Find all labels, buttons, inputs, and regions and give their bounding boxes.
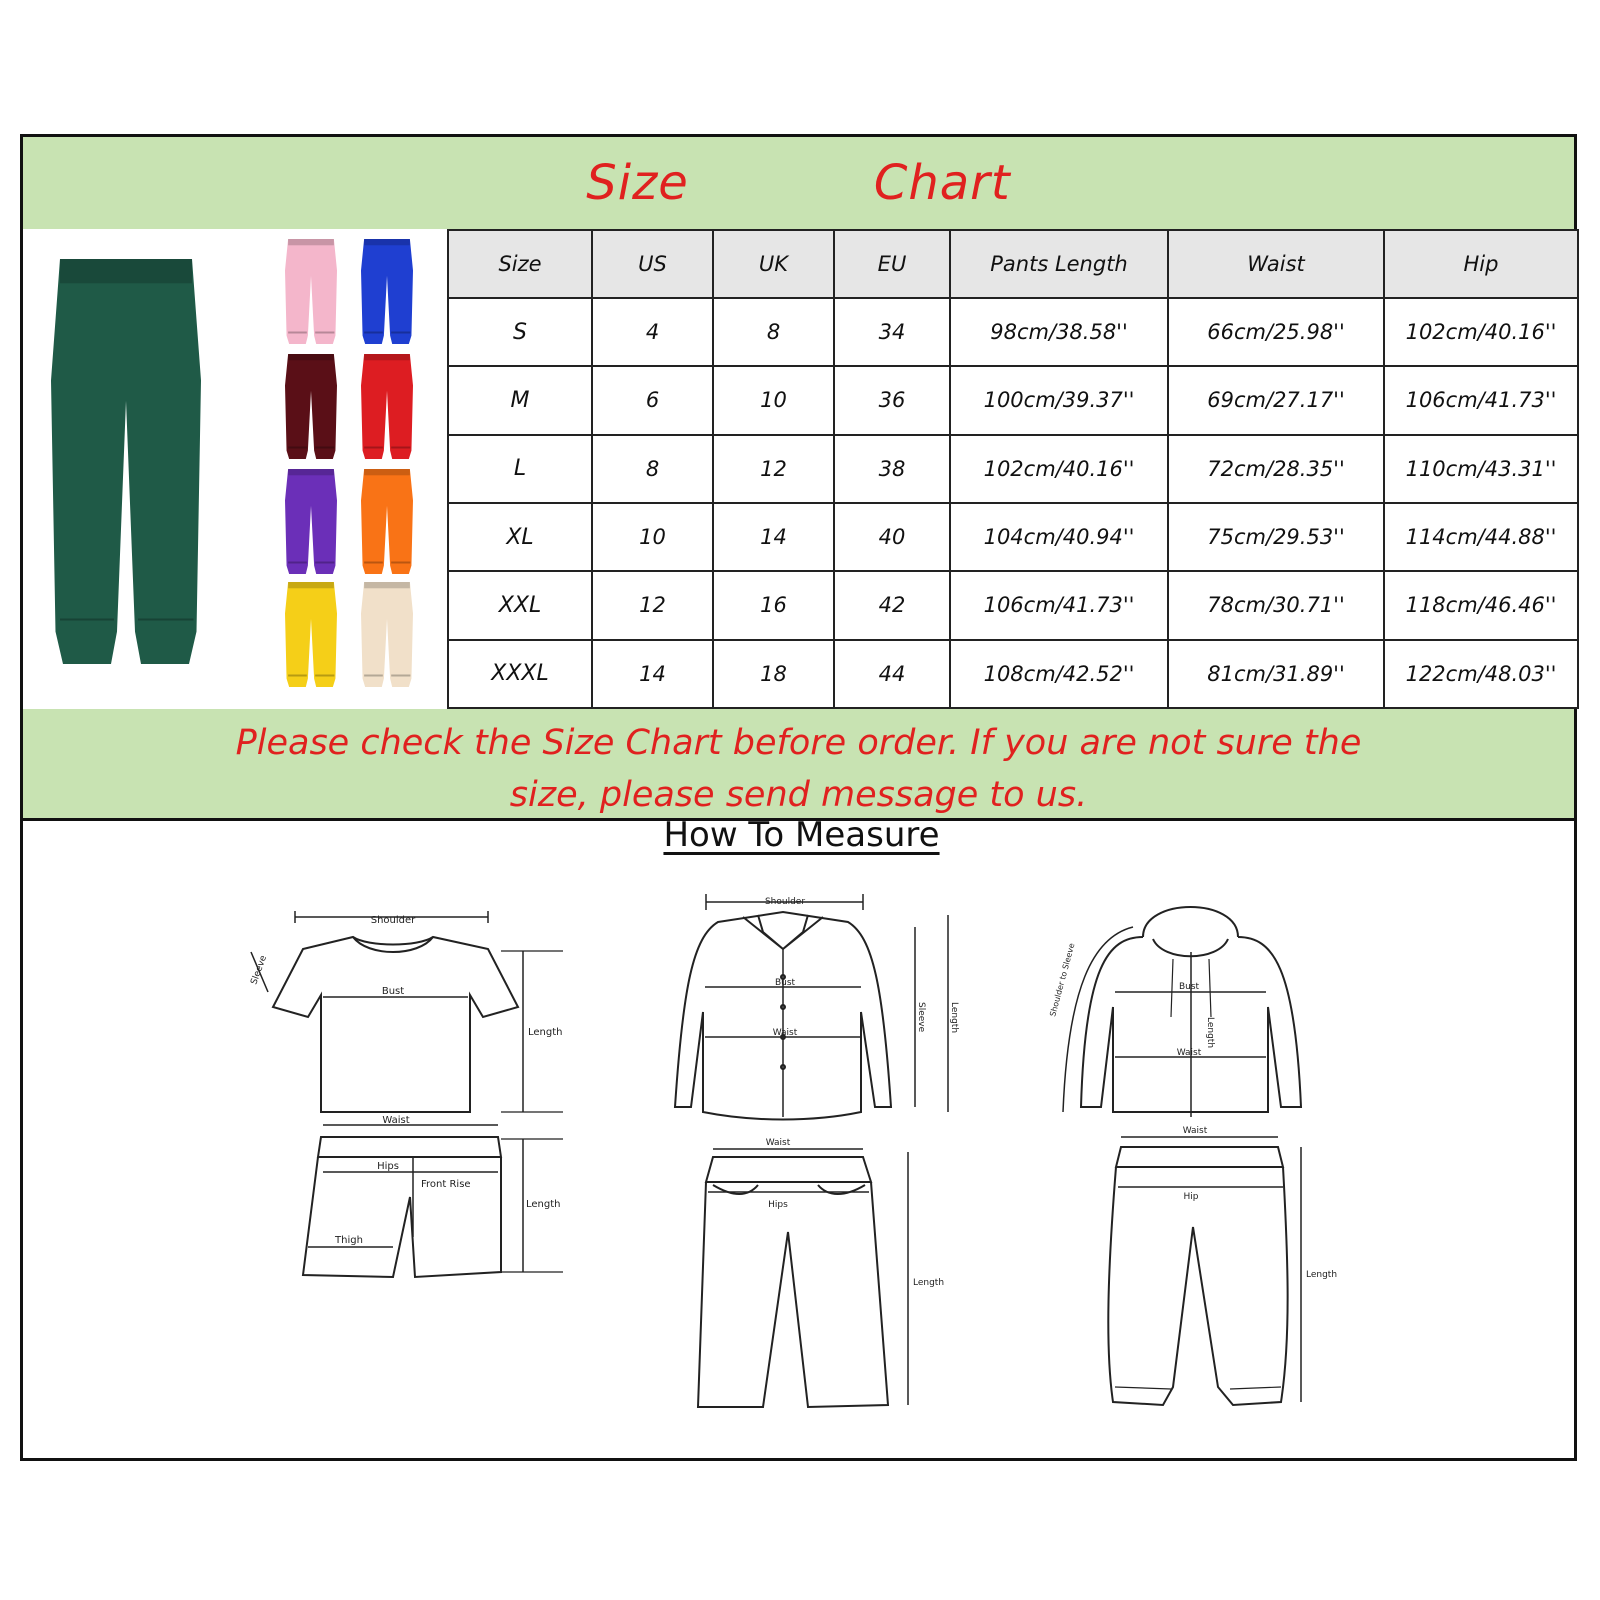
cell-waist: 66cm/25.98'' (1168, 298, 1384, 366)
color-swatch (361, 354, 413, 459)
shirt-length-label: Length (949, 1002, 959, 1034)
tshirt-diagram (249, 911, 563, 1112)
trousers-length-label: Length (913, 1278, 945, 1288)
cell-uk: 8 (713, 298, 834, 366)
joggers-waist-label: Waist (1182, 1126, 1208, 1136)
hoodie-length-label: Length (1205, 1017, 1215, 1049)
cell-pants-length: 104cm/40.94'' (950, 503, 1168, 571)
joggers-length-label: Length (1306, 1270, 1338, 1280)
cell-eu: 44 (834, 640, 950, 708)
table-row (448, 571, 1578, 639)
cell-uk: 18 (713, 640, 834, 708)
main-pants-shape (51, 259, 201, 664)
cell-us: 4 (592, 298, 713, 366)
order-notice (23, 709, 1574, 821)
cell-hip: 122cm/48.03'' (1384, 640, 1578, 708)
shorts-thigh-label: Thigh (335, 1235, 363, 1246)
shorts-length-label: Length (526, 1199, 561, 1210)
cell-size: S (448, 298, 592, 366)
shirt-diagram (675, 894, 959, 1120)
tshirt-length-label: Length (528, 1027, 563, 1038)
color-swatch (361, 582, 413, 687)
table-row (448, 366, 1578, 434)
table-row (448, 298, 1578, 366)
tshirt-bust-label: Bust (381, 986, 405, 997)
header-uk: UK (713, 230, 834, 298)
cell-eu: 34 (834, 298, 950, 366)
size-table (447, 229, 1579, 709)
cell-waist: 81cm/31.89'' (1168, 640, 1384, 708)
measurement-diagrams (23, 867, 1574, 1437)
notice-line-2: size, please send message to us. (509, 775, 1088, 815)
tshirt-sleeve-label: Sleeve (249, 954, 270, 987)
cell-us: 6 (592, 366, 713, 434)
shorts-waist-label: Waist (382, 1115, 410, 1126)
color-swatch (361, 239, 413, 344)
cell-us: 8 (592, 435, 713, 503)
size-chart-frame (20, 134, 1577, 1461)
cell-size: XXL (448, 571, 592, 639)
shirt-sleeve-label: Sleeve (916, 1002, 926, 1033)
cell-pants-length: 108cm/42.52'' (950, 640, 1168, 708)
cell-eu: 42 (834, 571, 950, 639)
main-pants-image (51, 259, 201, 664)
cell-us: 12 (592, 571, 713, 639)
cell-hip: 102cm/40.16'' (1384, 298, 1578, 366)
cell-pants-length: 100cm/39.37'' (950, 366, 1168, 434)
hoodie-diagram (1048, 907, 1301, 1117)
cell-size: XL (448, 503, 592, 571)
cell-size: XXXL (448, 640, 592, 708)
hoodie-bust-label: Bust (1178, 982, 1200, 992)
title-word-chart: Chart (873, 155, 1011, 211)
title-word-size: Size (586, 155, 689, 211)
cell-eu: 38 (834, 435, 950, 503)
shirt-waist-label: Waist (772, 1028, 798, 1038)
shirt-shoulder-label: Shoulder (764, 897, 806, 907)
cell-pants-length: 102cm/40.16'' (950, 435, 1168, 503)
cell-waist: 72cm/28.35'' (1168, 435, 1384, 503)
trousers-waist-label: Waist (765, 1138, 791, 1148)
shorts-front-rise-label: Front Rise (421, 1179, 471, 1190)
table-row (448, 640, 1578, 708)
header-size: Size (448, 230, 592, 298)
cell-hip: 118cm/46.46'' (1384, 571, 1578, 639)
product-images (23, 229, 447, 709)
table-row (448, 435, 1578, 503)
color-swatch (285, 239, 337, 344)
tshirt-shoulder-label: Shoulder (370, 915, 416, 926)
cell-hip: 114cm/44.88'' (1384, 503, 1578, 571)
joggers-hip-label: Hip (1183, 1192, 1199, 1202)
cell-us: 10 (592, 503, 713, 571)
title-bar (23, 137, 1574, 229)
table-row (448, 503, 1578, 571)
header-hip: Hip (1384, 230, 1578, 298)
cell-hip: 110cm/43.31'' (1384, 435, 1578, 503)
product-pants-illustration (23, 229, 447, 709)
shorts-diagram (303, 1115, 563, 1277)
color-swatches (285, 239, 413, 687)
cell-pants-length: 98cm/38.58'' (950, 298, 1168, 366)
how-to-measure-title-text: How To Measure (663, 815, 940, 855)
trousers-diagram (698, 1138, 944, 1407)
color-swatch (361, 469, 413, 574)
joggers-diagram (1108, 1126, 1337, 1405)
hoodie-shoulder-to-sleeve-label: Shoulder to Sleeve (1048, 942, 1077, 1018)
cell-uk: 14 (713, 503, 834, 571)
cell-size: L (448, 435, 592, 503)
cell-waist: 75cm/29.53'' (1168, 503, 1384, 571)
shirt-bust-label: Bust (774, 978, 796, 988)
cell-uk: 16 (713, 571, 834, 639)
header-waist: Waist (1168, 230, 1384, 298)
hoodie-waist-label: Waist (1176, 1048, 1202, 1058)
cell-eu: 36 (834, 366, 950, 434)
cell-hip: 106cm/41.73'' (1384, 366, 1578, 434)
header-us: US (592, 230, 713, 298)
cell-uk: 10 (713, 366, 834, 434)
header-pants-length: Pants Length (950, 230, 1168, 298)
cell-waist: 78cm/30.71'' (1168, 571, 1384, 639)
cell-eu: 40 (834, 503, 950, 571)
how-to-measure-title (23, 815, 1580, 855)
color-swatch (285, 582, 337, 687)
cell-uk: 12 (713, 435, 834, 503)
color-swatch (285, 354, 337, 459)
cell-waist: 69cm/27.17'' (1168, 366, 1384, 434)
shorts-hips-label: Hips (377, 1161, 399, 1172)
table-header-row (448, 230, 1578, 298)
trousers-hips-label: Hips (768, 1200, 788, 1210)
cell-pants-length: 106cm/41.73'' (950, 571, 1168, 639)
notice-line-1: Please check the Size Chart before order. If you are not sure the (235, 723, 1362, 763)
cell-us: 14 (592, 640, 713, 708)
cell-size: M (448, 366, 592, 434)
header-eu: EU (834, 230, 950, 298)
color-swatch (285, 469, 337, 574)
